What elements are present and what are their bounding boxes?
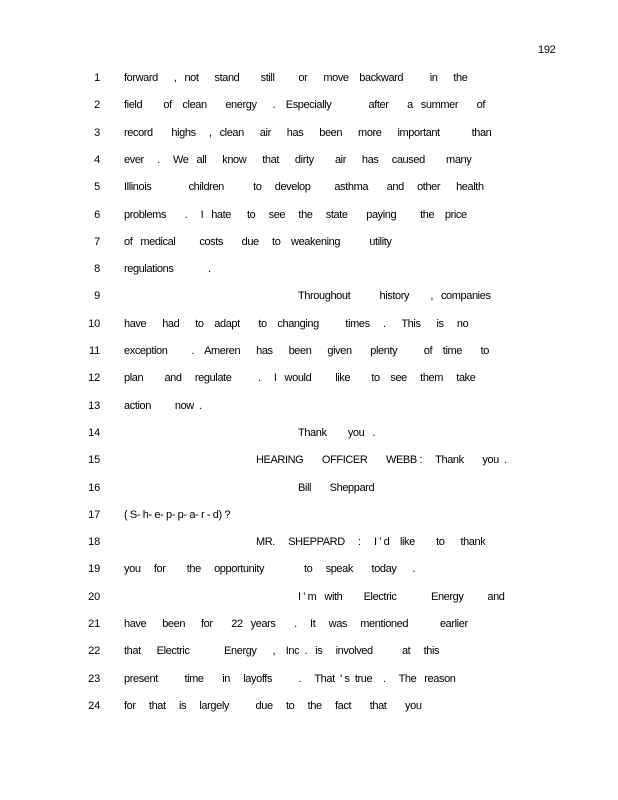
line-text: Illinois children to develop asthma and other health (124, 181, 484, 194)
line-text: present time in layoffs . That ' s true . The reason (124, 672, 456, 685)
line-text: Throughout history , companies (298, 290, 491, 303)
line-number: 3 (94, 126, 100, 139)
transcript-line (0, 618, 618, 632)
transcript-line (0, 509, 618, 523)
line-text: field of clean energy . Especially after a summer of (124, 99, 486, 112)
line-text: forward , not stand still or move backward in the (124, 72, 468, 84)
transcript-line (0, 536, 618, 550)
transcript-line (0, 318, 618, 332)
transcript-line (0, 345, 618, 359)
line-number: 6 (94, 208, 100, 221)
transcript-line (0, 673, 618, 687)
transcript-line (0, 482, 618, 496)
line-text: action now . (124, 399, 202, 412)
line-number: 19 (88, 563, 100, 576)
line-text: ever . We all know that dirty air has caused many (124, 153, 472, 166)
transcript-line (0, 290, 618, 304)
line-text: Thank you . (298, 426, 375, 439)
line-number: 8 (94, 263, 100, 276)
line-text: I ' m with Electric Energy and (298, 590, 505, 603)
transcript-line (0, 563, 618, 577)
line-number: 15 (88, 454, 100, 467)
line-number: 22 (88, 645, 100, 658)
line-text: regulations . (124, 263, 211, 276)
line-text: plan and regulate . I would like to see them take (124, 372, 476, 385)
line-number: 24 (88, 699, 100, 712)
line-number: 5 (94, 181, 100, 194)
line-number: 4 (94, 153, 100, 166)
line-text: exception . Ameren has been given plenty of time to (124, 345, 489, 357)
transcript-line (0, 427, 618, 441)
line-number: 2 (94, 99, 100, 112)
transcript-line (0, 700, 618, 714)
transcript-line (0, 72, 618, 86)
line-number: 14 (88, 426, 100, 439)
line-text: MR. SHEPPARD : I ' d like to thank (256, 536, 486, 549)
line-number: 21 (88, 618, 100, 630)
line-number: 16 (88, 481, 100, 494)
transcript-line (0, 236, 618, 250)
line-number: 7 (94, 235, 100, 248)
transcript-line (0, 99, 618, 113)
transcript-line (0, 263, 618, 277)
line-number: 18 (88, 536, 100, 549)
line-number: 10 (88, 317, 100, 330)
transcript-line (0, 591, 618, 605)
line-number: 12 (88, 372, 100, 385)
line-text: you for the opportunity to speak today . (124, 563, 416, 576)
line-number: 20 (88, 590, 100, 603)
line-number: 13 (88, 399, 100, 412)
transcript-line (0, 400, 618, 414)
line-text: have had to adapt to changing times . This is no (124, 317, 469, 330)
transcript-line (0, 181, 618, 195)
line-text: problems . I hate to see the state paying the price (124, 208, 467, 221)
line-number: 11 (88, 345, 100, 357)
line-text: HEARING OFFICER WEBB : Thank you . (256, 454, 507, 467)
line-text: record highs , clean air has been more important than (124, 126, 492, 139)
line-number: 9 (94, 290, 100, 303)
line-number: 1 (94, 72, 100, 84)
transcript-line (0, 209, 618, 223)
transcript-line (0, 454, 618, 468)
line-text: of medical costs due to weakening utility (124, 235, 392, 248)
line-text: Bill Sheppard (298, 481, 375, 494)
line-number: 17 (88, 508, 100, 521)
line-text: that Electric Energy , Inc . is involved at this (124, 645, 440, 658)
transcript-line (0, 372, 618, 386)
line-number: 23 (88, 672, 100, 685)
line-text: ( S- h- e- p- p- a- r - d) ? (124, 508, 231, 521)
line-text: have been for 22 years . It was mentioned earlier (124, 618, 468, 630)
transcript-line (0, 127, 618, 141)
line-text: for that is largely due to the fact that you (124, 699, 422, 712)
transcript-line (0, 154, 618, 168)
page-number: 192 (538, 44, 556, 56)
transcript-line (0, 645, 618, 659)
